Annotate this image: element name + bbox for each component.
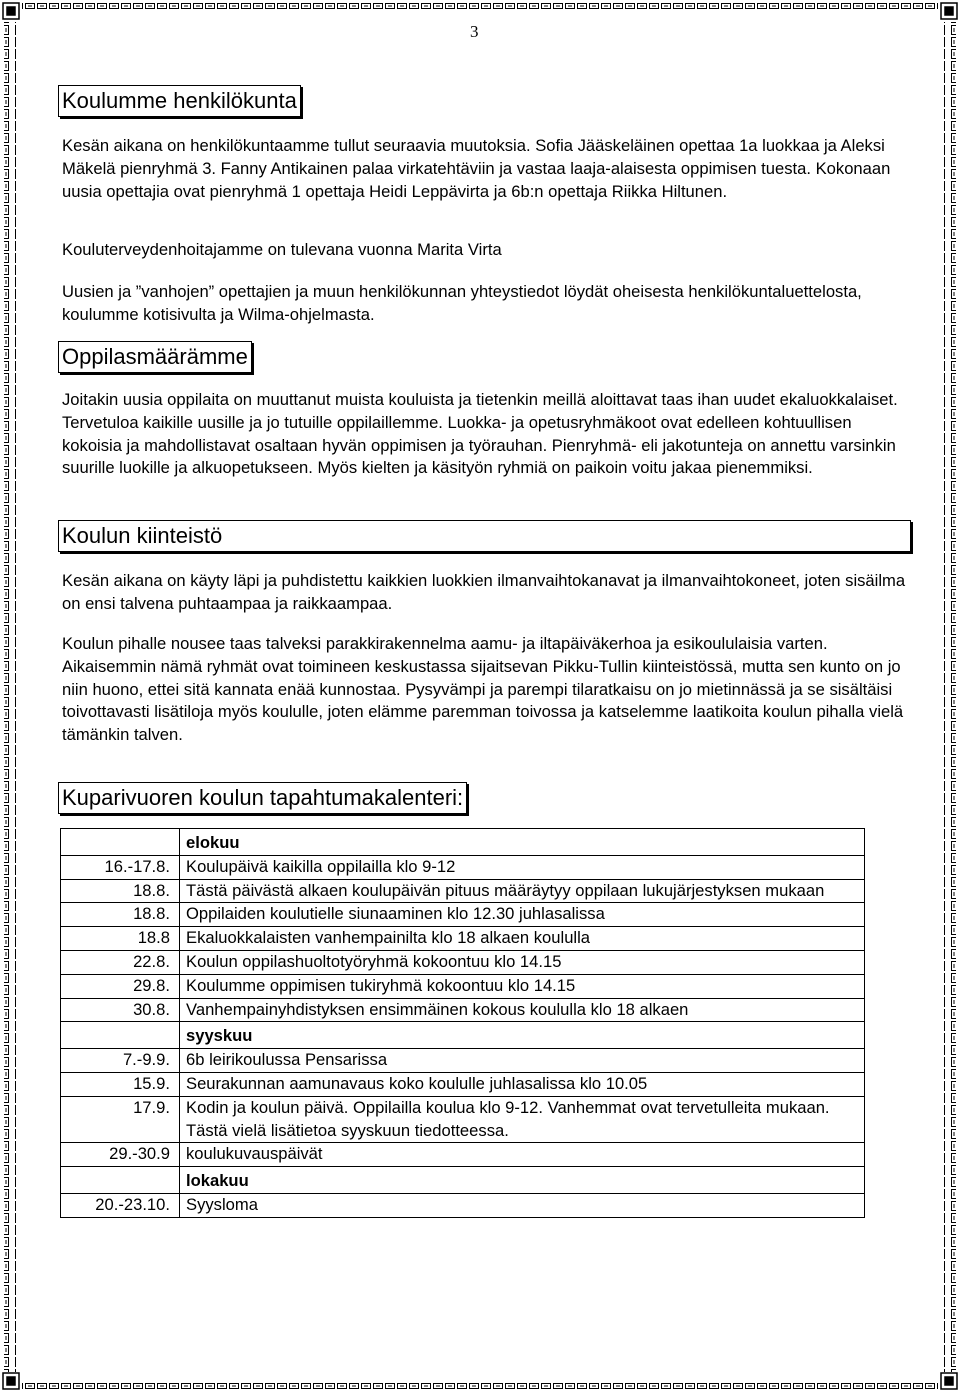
event-description: Ekaluokkalaisten vanhempainilta klo 18 alkaen koululla (180, 927, 865, 951)
calendar-event-row (61, 1072, 865, 1096)
calendar-event-row (61, 879, 865, 903)
month-label: lokakuu (180, 1167, 865, 1194)
event-date: 18.8 (61, 927, 180, 951)
calendar-month-row (61, 829, 865, 856)
building-paragraph-1: Kesän aikana on käyty läpi ja puhdistettu kaikkien luokkien ilmanvaihtokanavat ja ilmanvaihtokoneet, joten sisäilma on ensi talvena puhtaampaa ja raikkaampaa. (62, 571, 906, 613)
calendar-month-row (61, 1167, 865, 1194)
event-date: 22.8. (61, 950, 180, 974)
calendar-event-row (61, 927, 865, 951)
calendar-event-row (61, 1143, 865, 1167)
staff-heading: Koulumme henkilökunta (58, 85, 301, 117)
event-date: 29.8. (61, 974, 180, 998)
event-date: 7.-9.9. (61, 1049, 180, 1073)
event-date: 16.-17.8. (61, 855, 180, 879)
calendar-month-row (61, 1022, 865, 1049)
calendar-event-row (61, 974, 865, 998)
event-description: 6b leirikoulussa Pensarissa (180, 1049, 865, 1073)
event-description: Tästä päivästä alkaen koulupäivän pituus määräytyy oppilaan lukujärjestyksen mukaan (180, 879, 865, 903)
event-description: Koulupäivä kaikilla oppilailla klo 9-12 (180, 855, 865, 879)
event-date: 29.-30.9 (61, 1143, 180, 1167)
month-label: elokuu (180, 829, 865, 856)
event-description: Koulumme oppimisen tukiryhmä kokoontuu klo 14.15 (180, 974, 865, 998)
building-paragraph-2: Koulun pihalle nousee taas talveksi parakkirakennelma aamu- ja iltapäiväkerhoa ja esikoululaisia varten. Aikaisemmin nämä ryhmät ovat toimineen keskustassa sijaitsevan Pikku-Tullin kiinteistössä, mutta sen kunto on jo niin huono, ettei sitä kannata enää kunnostaa. Pysyvämpi ja parempi tilaratkaisu on jo mietinnässä ja se sisältäisi toivottavasti lisätiloja myös koululle, joten elämme paremman toivossa ja katselemme laatikoita koulun pihalla vielä tämänkin talven. (62, 634, 904, 745)
month-label: syyskuu (180, 1022, 865, 1049)
calendar-event-row (61, 855, 865, 879)
event-date: 18.8. (61, 879, 180, 903)
event-date: 30.8. (61, 998, 180, 1022)
calendar-event-row (61, 1096, 865, 1143)
calendar-event-row (61, 950, 865, 974)
event-description: Kodin ja koulun päivä. Oppilailla koulua klo 9-12. Vanhemmat ovat tervetulleita mukaan. Tästä vielä lisätietoa syyskuun tiedotteessa. (180, 1096, 865, 1143)
event-description: Koulun oppilashuoltotyöryhmä kokoontuu klo 14.15 (180, 950, 865, 974)
event-date (61, 1167, 180, 1194)
calendar-heading: Kuparivuoren koulun tapahtumakalenteri: (58, 782, 467, 814)
event-date: 18.8. (61, 903, 180, 927)
event-description: Vanhempainyhdistyksen ensimmäinen kokous koululla klo 18 alkaen (180, 998, 865, 1022)
event-calendar-table (60, 828, 865, 1218)
event-description: Seurakunnan aamunavaus koko koululle juhlasalissa klo 10.05 (180, 1072, 865, 1096)
staff-paragraph-1: Kesän aikana on henkilökuntaamme tullut seuraavia muutoksia. Sofia Jääskeläinen opettaa 1a luokkaa ja Aleksi Mäkelä pienryhmä 3. Fanny Antikainen palaa virkatehtäviin ja vastaa laaja-alaisesta oppimisen tuesta. Kokonaan uusia opettajia ovat pienryhmä 1 opettaja Heidi Leppävirta ja 6b:n opettaja Riikka Hiltunen. (62, 136, 891, 201)
event-date (61, 1022, 180, 1049)
staff-paragraph-3: Uusien ja ”vanhojen” opettajien ja muun henkilökunnan yhteystiedot löydät oheisesta henkilökuntaluettelosta, koulumme kotisivulta ja Wilma-ohjelmasta. (62, 282, 862, 324)
event-date: 15.9. (61, 1072, 180, 1096)
calendar-event-row (61, 903, 865, 927)
building-heading: Koulun kiinteistö (58, 520, 911, 552)
calendar-event-row (61, 1193, 865, 1217)
students-paragraph: Joitakin uusia oppilaita on muuttanut muista kouluista ja tietenkin meillä aloittavat taas ihan uudet ekaluokkalaiset. Tervetuloa kaikille uusille ja jo tutuille oppilaillemme. Luokka- ja opetusryhmäkoot ovat edelleen kohtuullisen kokoisia ja mahdollistavat osaltaan hyvän oppimisen ja työrauhan. Pienryhmä- eli jakotunteja on annettu varsinkin suurille luokille ja alkuopetukseen. Myös kielten ja käsityön ryhmiä on paikoin voitu jakaa pienemmiksi. (62, 390, 898, 478)
students-heading: Oppilasmäärämme (58, 341, 252, 373)
staff-paragraph-2: Kouluterveydenhoitajamme on tulevana vuonna Marita Virta (62, 240, 502, 259)
event-date: 17.9. (61, 1096, 180, 1143)
event-date (61, 829, 180, 856)
event-date: 20.-23.10. (61, 1193, 180, 1217)
event-description: Syysloma (180, 1193, 865, 1217)
event-description: koulukuvauspäivät (180, 1143, 865, 1167)
event-description: Oppilaiden koulutielle siunaaminen klo 12.30 juhlasalissa (180, 903, 865, 927)
page-number: 3 (470, 22, 479, 41)
calendar-event-row (61, 998, 865, 1022)
calendar-event-row (61, 1049, 865, 1073)
